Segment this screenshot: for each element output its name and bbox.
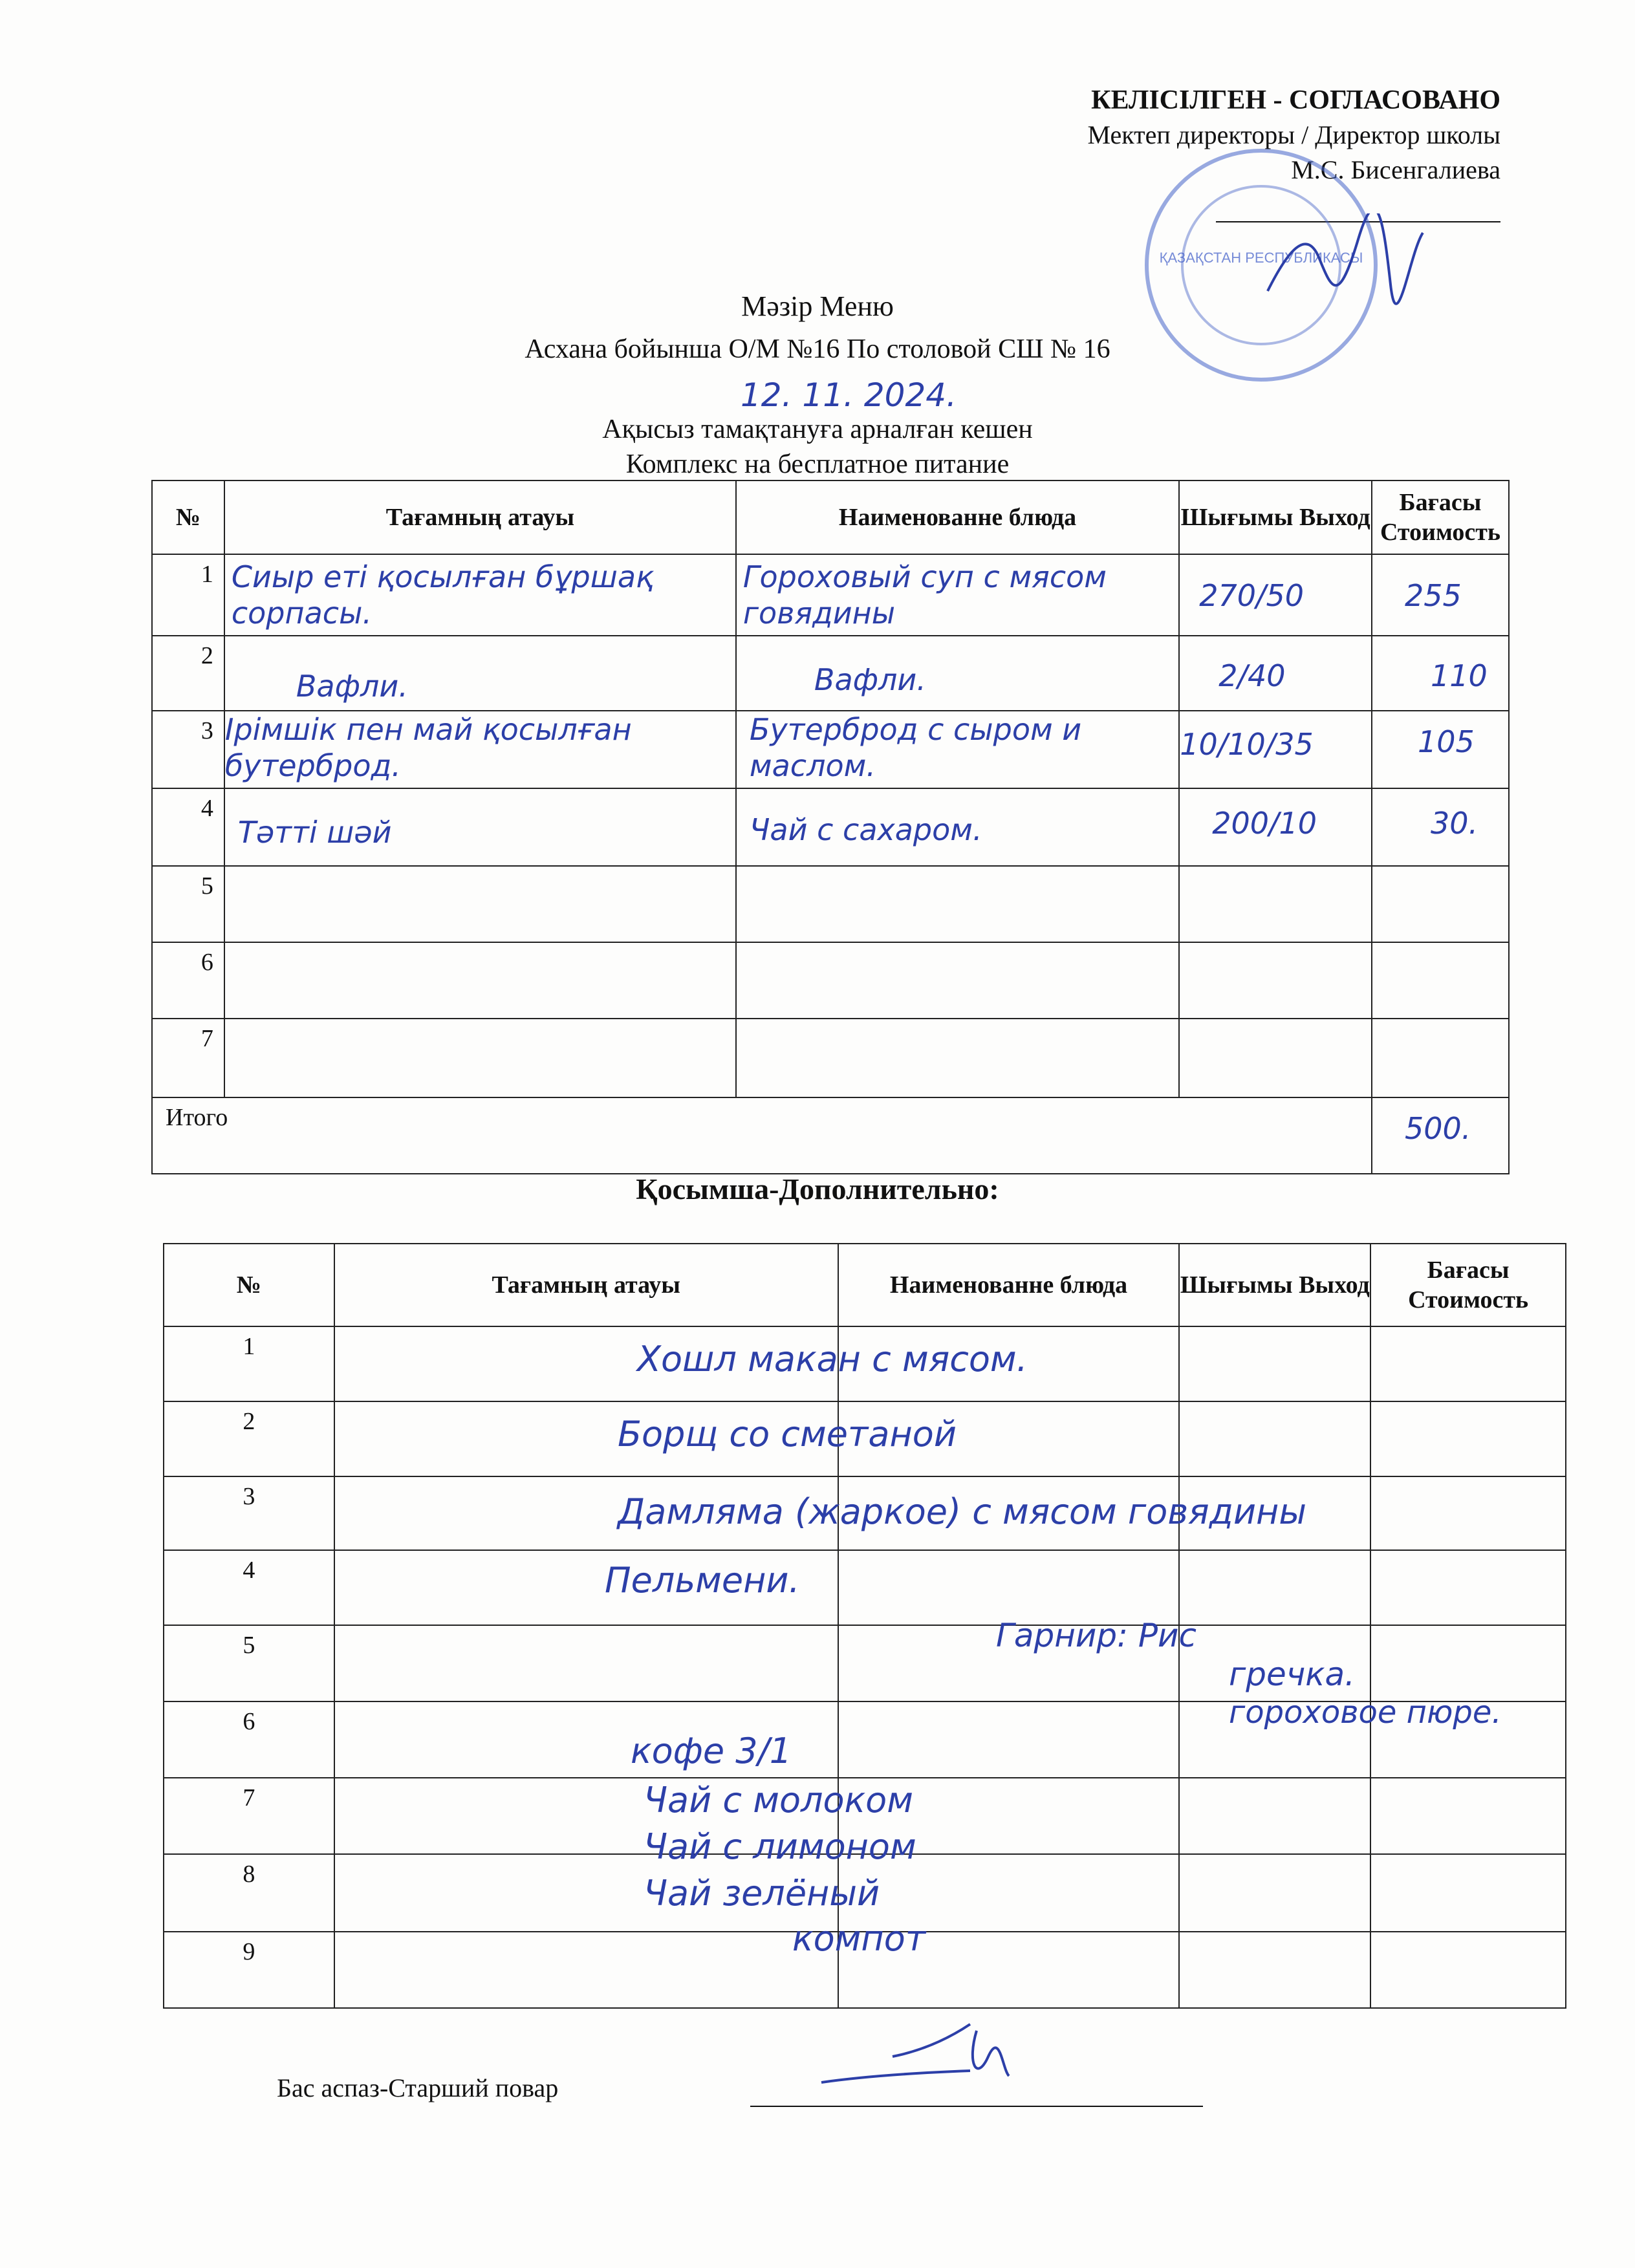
header-output: Шығымы Выход	[1179, 481, 1372, 554]
handwritten-side: гороховое пюре.	[1229, 1694, 1502, 1731]
row-number: 5	[152, 866, 224, 942]
row-number: 5	[164, 1625, 334, 1701]
header-name-ru: Наименованне блюда	[838, 1244, 1180, 1326]
dish-name-kz	[224, 866, 736, 942]
handwritten-dish: Чай с молоком	[644, 1780, 913, 1820]
dish-name-ru	[736, 866, 1179, 942]
row-number: 6	[164, 1701, 334, 1778]
dish-name-kz: Ірімшік пен май қосылған бутерброд.	[224, 711, 736, 788]
dish-output: 200/10	[1179, 788, 1372, 866]
table-row	[152, 866, 1509, 942]
dish-name-kz	[224, 942, 736, 1019]
additional-section-title: Қосымша-Дополнительно:	[636, 1172, 999, 1205]
total-row	[152, 1097, 1509, 1174]
dish-name-kz: Сиыр еті қосылған бұршақ сорпасы.	[224, 554, 736, 636]
dish-price: 105	[1372, 711, 1509, 788]
handwritten-dish: Борщ со сметаной	[618, 1414, 957, 1454]
dish-price: 30.	[1372, 788, 1509, 866]
approval-position: Мектеп директоры / Директор школы	[1087, 120, 1500, 149]
row-number: 7	[164, 1778, 334, 1854]
row-number: 8	[164, 1854, 334, 1932]
approval-name: М.С. Бисенгалиева	[1291, 155, 1500, 184]
handwritten-dish: Чай с лимоном	[644, 1826, 916, 1867]
dish-name-kz	[224, 1019, 736, 1097]
stamp-text: ҚАЗАҚСТАН РЕСПУБЛИКАСЫ	[1159, 250, 1363, 266]
header-output: Шығымы Выход	[1179, 1244, 1370, 1326]
row-number: 7	[152, 1019, 224, 1097]
menu-date: 12. 11. 2024.	[741, 376, 957, 414]
dish-name-ru: Гороховый суп с мясом говядины	[736, 554, 1179, 636]
row-number: 6	[152, 942, 224, 1019]
dish-output: 2/40	[1179, 636, 1372, 711]
handwritten-dish: Дамляма (жаркое) с мясом говядины	[618, 1491, 1306, 1532]
row-number: 1	[152, 554, 224, 636]
table-header-row	[164, 1244, 1566, 1326]
dish-output	[1179, 942, 1372, 1019]
dish-output	[1179, 1019, 1372, 1097]
header-price: Бағасы Стоимость	[1370, 1244, 1566, 1326]
row-number: 4	[164, 1550, 334, 1625]
table-row	[152, 942, 1509, 1019]
dish-name-ru: Бутерброд с сыром и маслом.	[736, 711, 1179, 788]
chef-signature	[815, 2011, 1022, 2115]
menu-title: Мәзір Меню	[741, 290, 894, 322]
dish-price	[1372, 1019, 1509, 1097]
approval-title: КЕЛІСІЛГЕН - СОГЛАСОВАНО	[1091, 85, 1500, 115]
handwritten-side: гречка.	[1229, 1656, 1356, 1693]
dish-output	[1179, 866, 1372, 942]
table-row	[164, 1625, 1566, 1701]
complex-kz: Ақысыз тамақтануға арналған кешен	[602, 415, 1033, 444]
table-row	[164, 1550, 1566, 1625]
total-value: 500.	[1372, 1097, 1509, 1174]
dish-name-ru	[736, 1019, 1179, 1097]
school-line: Асхана бойынша О/М №16 По столовой СШ № 16	[525, 334, 1110, 364]
dish-price: 110	[1372, 636, 1509, 711]
row-number: 3	[164, 1476, 334, 1550]
dish-output: 270/50	[1179, 554, 1372, 636]
dish-name-ru: Вафли.	[736, 636, 1179, 711]
handwritten-dish: кофе 3/1	[631, 1731, 792, 1771]
handwritten-side: Гарнир: Рис	[996, 1617, 1197, 1654]
dish-price	[1372, 942, 1509, 1019]
row-number: 4	[152, 788, 224, 866]
header-name-kz: Тағамның атауы	[334, 1244, 838, 1326]
dish-name-ru	[736, 942, 1179, 1019]
table-row	[152, 788, 1509, 866]
chef-label: Бас аспаз-Старший повар	[277, 2073, 559, 2102]
row-number: 2	[152, 636, 224, 711]
row-number: 1	[164, 1326, 334, 1401]
header-number: №	[164, 1244, 334, 1326]
header-name-ru: Наименованне блюда	[736, 481, 1179, 554]
free-meal-table	[151, 480, 1510, 1174]
dish-name-kz: Тәтті шәй	[224, 788, 736, 866]
table-row	[152, 711, 1509, 788]
row-number: 2	[164, 1401, 334, 1476]
handwritten-dish: компот	[792, 1918, 926, 1959]
complex-ru: Комплекс на бесплатное питание	[625, 449, 1010, 479]
row-number: 9	[164, 1932, 334, 2008]
header-price: Бағасы Стоимость	[1372, 481, 1509, 554]
header-name-kz: Тағамның атауы	[224, 481, 736, 554]
handwritten-dish: Чай зелёный	[644, 1873, 880, 1914]
row-number: 3	[152, 711, 224, 788]
total-label: Итого	[152, 1097, 1372, 1174]
handwritten-dish: Пельмени.	[605, 1560, 800, 1601]
table-row	[152, 1019, 1509, 1097]
dish-name-kz: Вафли.	[224, 636, 736, 711]
table-row	[152, 636, 1509, 711]
table-row	[152, 554, 1509, 636]
dish-price	[1372, 866, 1509, 942]
handwritten-dish: Хошл макан с мясом.	[637, 1339, 1028, 1379]
dish-name-ru: Чай с сахаром.	[736, 788, 1179, 866]
dish-price: 255	[1372, 554, 1509, 636]
dish-output: 10/10/35	[1179, 711, 1372, 788]
table-header-row	[152, 481, 1509, 554]
header-number: №	[152, 481, 224, 554]
